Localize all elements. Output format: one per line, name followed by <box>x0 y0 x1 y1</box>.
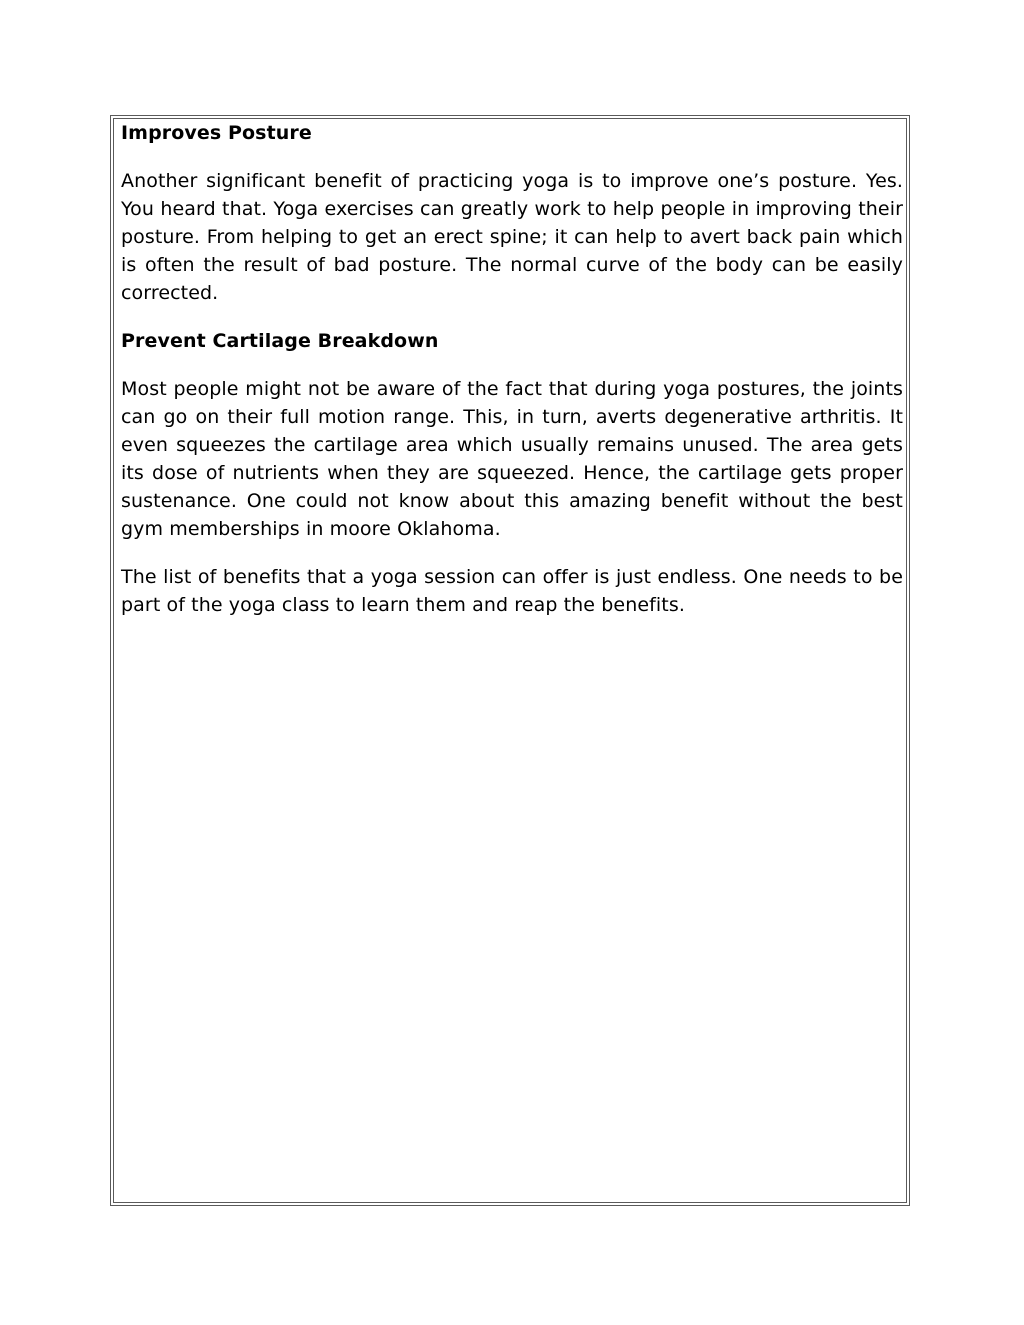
section-paragraph-prevent-cartilage-breakdown: Most people might not be aware of the fact that during yoga postures, the joints can go on their full motion range. This, in turn, averts degenerative arthritis. It even squeezes the cartilage area which usually remains unused. The area gets its dose of nutrients when they are squeezed. Hence, the cartilage gets proper sustenance. One could not know about this amazing benefit without the best gym memberships in moore Oklahoma. <box>121 378 903 540</box>
section-paragraph-improves-posture: Another significant benefit of practicing yoga is to improve one’s posture. Yes. You heard that. Yoga exercises can greatly work to help people in improving their posture. From helping to get an erect spine; it can help to avert back pain which is often the result of bad posture. The normal curve of the body can be easily corrected. <box>121 170 903 304</box>
document-content <box>121 119 903 619</box>
closing-paragraph: The list of benefits that a yoga session can offer is just endless. One needs to be part of the yoga class to learn them and reap the benefits. <box>121 566 903 616</box>
section-heading-improves-posture: Improves Posture <box>121 122 312 144</box>
spacer <box>121 543 903 563</box>
section-heading-prevent-cartilage-breakdown: Prevent Cartilage Breakdown <box>121 330 439 352</box>
spacer <box>121 355 903 375</box>
spacer <box>121 147 903 167</box>
spacer <box>121 307 903 327</box>
